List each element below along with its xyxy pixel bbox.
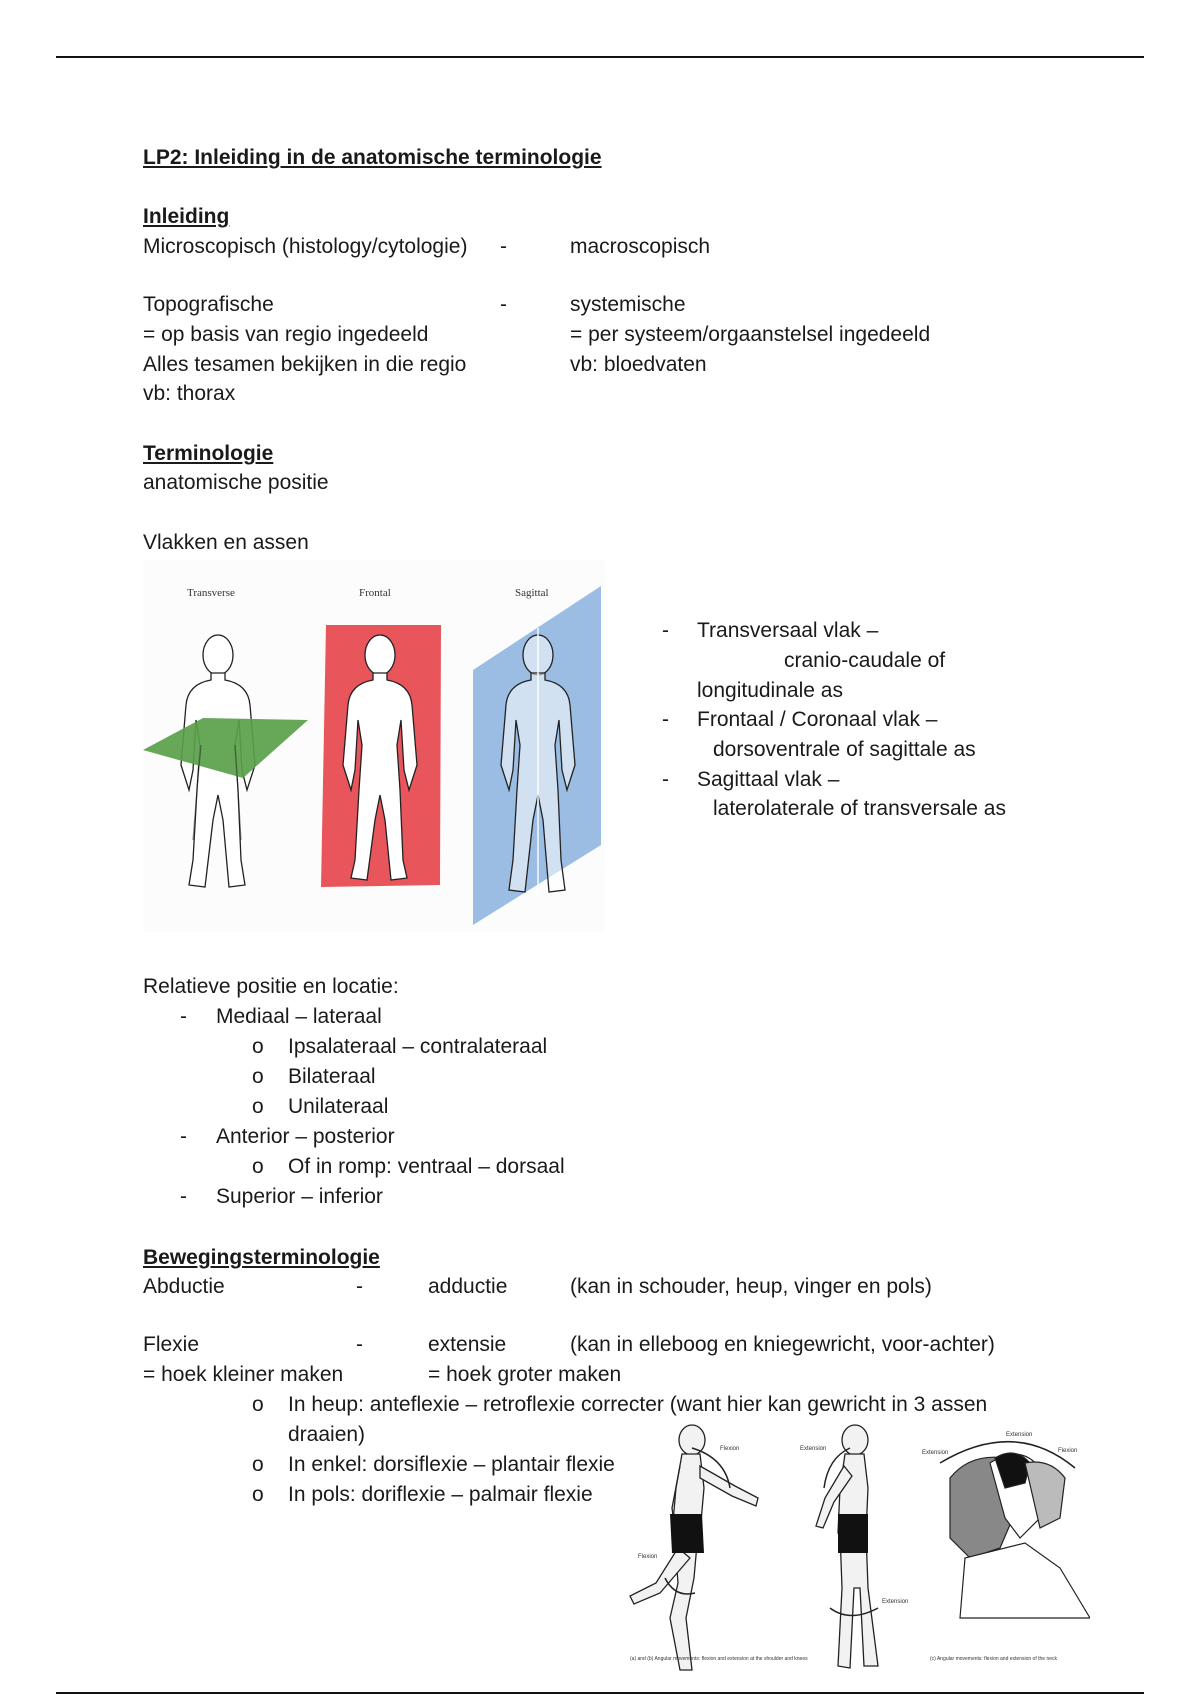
label-transverse: Transverse: [187, 587, 235, 599]
label-sagittal: Sagittal: [515, 587, 549, 599]
bullet-dash: -: [662, 708, 669, 731]
bullet-circle: o: [252, 1393, 264, 1416]
label-flexion-shoulder: Flexion: [720, 1446, 740, 1452]
text-topo-def: = op basis van regio ingedeeld: [143, 323, 429, 346]
bullet-dash: -: [180, 1185, 187, 1208]
bullet-circle: o: [252, 1483, 264, 1506]
text-heup-cont: draaien): [288, 1423, 366, 1446]
bullet-circle: o: [252, 1065, 264, 1088]
text-flexie-note: (kan in elleboog en kniegewricht, voor-achter): [570, 1333, 995, 1356]
page-title: LP2: Inleiding in de anatomische terminologie: [143, 146, 602, 169]
bullet-dash: -: [180, 1125, 187, 1148]
label-extension-shoulder: Extension: [800, 1446, 827, 1452]
text-sys-example: vb: bloedvaten: [570, 353, 707, 376]
text-bilateraal: Bilateraal: [288, 1065, 376, 1088]
shorts-a: [670, 1514, 704, 1553]
text-extensie: extensie: [428, 1333, 507, 1356]
dash-topo: -: [500, 293, 507, 316]
shorts-b: [838, 1514, 868, 1553]
head-neck-movement: [950, 1453, 1090, 1618]
text-unilateraal: Unilateraal: [288, 1095, 389, 1118]
text-flexie-def: = hoek kleiner maken: [143, 1363, 344, 1386]
anatomical-planes-figure: [143, 560, 605, 932]
heading-relatieve-positie: Relatieve positie en locatie:: [143, 975, 399, 998]
text-vlakken-assen: Vlakken en assen: [143, 531, 309, 554]
text-abductie-note: (kan in schouder, heup, vinger en pols): [570, 1275, 932, 1298]
text-pols: In pols: doriflexie – palmair flexie: [288, 1483, 593, 1506]
text-macroscopisch: macroscopisch: [570, 235, 711, 258]
text-sagittaal-vlak: Sagittaal vlak –: [697, 768, 840, 791]
text-ipsalateraal: Ipsalateraal – contralateraal: [288, 1035, 548, 1058]
text-topo-note: Alles tesamen bekijken in die regio: [143, 353, 467, 376]
bullet-dash: -: [180, 1005, 187, 1028]
dash-abductie: -: [356, 1275, 363, 1298]
text-flexie: Flexie: [143, 1333, 200, 1356]
text-abductie: Abductie: [143, 1275, 225, 1298]
text-heup: In heup: anteflexie – retroflexie correcter (want hier kan gewricht in 3 assen: [288, 1393, 988, 1416]
bullet-dash: -: [662, 619, 669, 642]
heading-bewegingsterminologie: Bewegingsterminologie: [143, 1246, 380, 1269]
text-transversaal-as-2: longitudinale as: [697, 679, 843, 702]
text-sagittaal-as: laterolaterale of transversale as: [713, 797, 1006, 820]
text-extensie-def: = hoek groter maken: [428, 1363, 622, 1386]
bullet-circle: o: [252, 1453, 264, 1476]
label-extension-neck: Extension: [922, 1450, 949, 1456]
caption-left: (a) and (b) Angular movements: flexion and extension at the shoulder and knees: [630, 1656, 808, 1662]
text-topo-example: vb: thorax: [143, 382, 236, 405]
bullet-circle: o: [252, 1095, 264, 1118]
text-adductie: adductie: [428, 1275, 508, 1298]
text-anatomische-positie: anatomische positie: [143, 471, 329, 494]
bullet-circle: o: [252, 1155, 264, 1178]
text-superior-inferior: Superior – inferior: [216, 1185, 383, 1208]
text-transversaal-vlak: Transversaal vlak –: [697, 619, 879, 642]
text-anterior-posterior: Anterior – posterior: [216, 1125, 395, 1148]
heading-inleiding: Inleiding: [143, 205, 230, 228]
bottom-rule: [56, 1692, 1144, 1694]
label-extension-neck-top: Extension: [1006, 1432, 1033, 1438]
text-transversaal-as-1: cranio-caudale of: [784, 649, 946, 672]
text-frontaal-vlak: Frontaal / Coronaal vlak –: [697, 708, 938, 731]
text-topografische: Topografische: [143, 293, 274, 316]
text-mediaal-lateraal: Mediaal – lateraal: [216, 1005, 382, 1028]
label-flexion-neck: Flexion: [1058, 1448, 1078, 1454]
label-flexion-knee: Flexion: [638, 1554, 658, 1560]
text-ventraal-dorsaal: Of in romp: ventraal – dorsaal: [288, 1155, 565, 1178]
text-microscopisch: Microscopisch (histology/cytologie): [143, 235, 468, 258]
top-rule: [56, 56, 1144, 58]
dash-micro: -: [500, 235, 507, 258]
text-enkel: In enkel: dorsiflexie – plantair flexie: [288, 1453, 615, 1476]
label-frontal: Frontal: [359, 587, 391, 599]
text-sys-def: = per systeem/orgaanstelsel ingedeeld: [570, 323, 931, 346]
caption-right: (c) Angular movements: flexion and extension of the neck: [930, 1656, 1058, 1662]
heading-terminologie: Terminologie: [143, 442, 274, 465]
movement-figure: [620, 1418, 1090, 1680]
bullet-circle: o: [252, 1035, 264, 1058]
dash-flexie: -: [356, 1333, 363, 1356]
label-extension-leg: Extension: [882, 1599, 909, 1605]
text-systemische: systemische: [570, 293, 686, 316]
text-frontaal-as: dorsoventrale of sagittale as: [713, 738, 976, 761]
bullet-dash: -: [662, 768, 669, 791]
